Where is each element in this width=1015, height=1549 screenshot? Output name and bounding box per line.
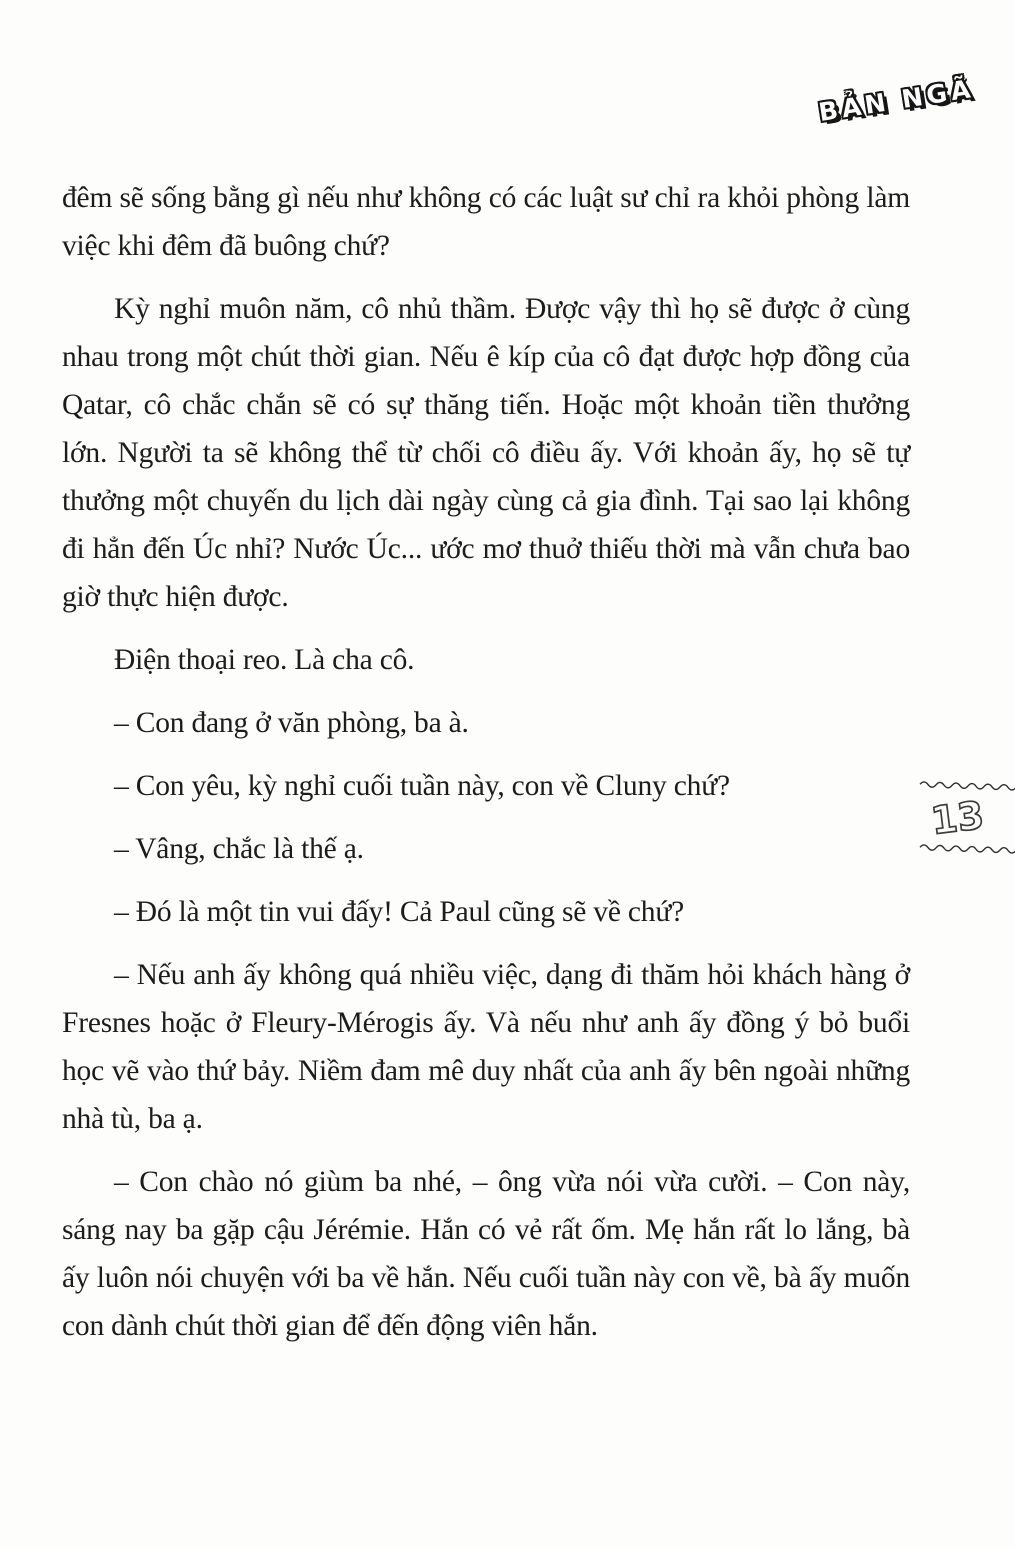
dialogue-line: – Con đang ở văn phòng, ba à. bbox=[114, 707, 469, 739]
paragraph-continuation: đêm sẽ sống bằng gì nếu như không có các luật sư chỉ ra khỏi phòng làm việc khi đêm đã buông chứ? bbox=[62, 182, 910, 262]
dialogue-line: – Đó là một tin vui đấy! Cả Paul cũng sẽ về chứ? bbox=[114, 896, 685, 928]
page-text-column bbox=[62, 174, 910, 1365]
running-head bbox=[817, 74, 976, 127]
dialogue-line: – Con yêu, kỳ nghỉ cuối tuần này, con về Cluny chứ? bbox=[114, 770, 730, 802]
page-number-block bbox=[919, 780, 1015, 855]
paragraph: Kỳ nghỉ muôn năm, cô nhủ thầm. Được vậy thì họ sẽ được ở cùng nhau trong một chút thời gian. Nếu ê kíp của cô đạt được hợp đồng của Qatar, cô chắc chắn sẽ có sự thăng tiến. Hoặc một khoản tiền thưởng lớn. Người ta sẽ không thể từ chối cô điều ấy. Với khoản ấy, họ sẽ tự thưởng một chuyến du lịch dài ngày cùng cả gia đình. Tại sao lại không đi hẳn đến Úc nhỉ? Nước Úc... ước mơ thuở thiếu thời mà vẫn chưa bao giờ thực hiện được. bbox=[62, 293, 910, 613]
book-title-text: BẢN NGÃ bbox=[816, 73, 977, 128]
wavy-divider-icon bbox=[919, 780, 1015, 794]
dialogue-line: – Nếu anh ấy không quá nhiều việc, dạng đi thăm hỏi khách hàng ở Fresnes hoặc ở Fleury-Mérogis ấy. Và nếu như anh ấy đồng ý bỏ buổi học vẽ vào thứ bảy. Niềm đam mê duy nhất của anh ấy bên ngoài những nhà tù, ba ạ. bbox=[62, 959, 910, 1135]
wavy-divider-icon bbox=[919, 841, 1015, 855]
dialogue-line: – Vâng, chắc là thế ạ. bbox=[114, 833, 364, 865]
paragraph: Điện thoại reo. Là cha cô. bbox=[114, 644, 415, 676]
dialogue-line: – Con chào nó giùm ba nhé, – ông vừa nói vừa cười. – Con này, sáng nay ba gặp cậu Jérémie. Hắn có vẻ rất ốm. Mẹ hắn rất lo lắng, bà ấy luôn nói chuyện với ba về hắn. Nếu cuối tuần này con về, bà ấy muốn con dành chút thời gian để đến động viên hắn. bbox=[62, 1166, 910, 1342]
page-number: 13 bbox=[928, 792, 987, 844]
